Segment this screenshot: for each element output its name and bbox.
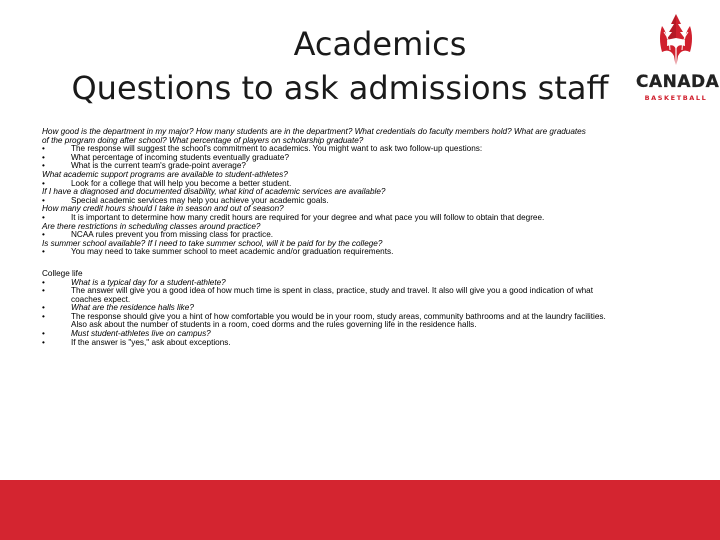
bullet-icon: • bbox=[42, 195, 45, 205]
bullet-icon: • bbox=[42, 303, 45, 313]
list-item: • What is a typical day for a student-athlete? bbox=[42, 277, 226, 287]
bullet-icon: • bbox=[42, 144, 45, 154]
list-item-continuation: coaches expect. bbox=[71, 294, 131, 304]
bullet-icon: • bbox=[42, 337, 45, 347]
bullet-icon: • bbox=[42, 247, 45, 257]
bullet-icon: • bbox=[42, 277, 45, 287]
list-item: • What are the residence halls like? bbox=[42, 303, 194, 313]
question: Is summer school available? If I need to take summer school, will it be paid for by the college? bbox=[42, 238, 383, 248]
list-item: • If the answer is "yes," ask about exceptions. bbox=[42, 337, 231, 347]
title-line-2: Questions to ask admissions staff bbox=[71, 69, 609, 107]
question: Are there restrictions in scheduling classes around practice? bbox=[42, 221, 261, 231]
maple-leaf-icon bbox=[654, 12, 698, 70]
list-item: • Look for a college that will help you become a better student. bbox=[42, 178, 292, 188]
list-item: • NCAA rules prevent you from missing class for practice. bbox=[42, 230, 274, 240]
bullet-icon: • bbox=[42, 230, 45, 240]
bullet-icon: • bbox=[42, 161, 45, 171]
list-item: • The response will suggest the school's commitment to academics. You might want to ask two follow-up questions: bbox=[42, 144, 483, 154]
body-text bbox=[42, 128, 682, 347]
page-title bbox=[40, 22, 640, 110]
list-item: • The answer will give you a good idea of how much time is spent in class, practice, study and travel. It also will give you a good indication of what bbox=[42, 286, 593, 296]
logo-subtitle: BASKETBALL bbox=[644, 94, 708, 102]
title-line-1: Academics bbox=[293, 25, 467, 63]
bullet-icon: • bbox=[42, 212, 45, 222]
question: If I have a diagnosed and documented disability, what kind of academic services are available? bbox=[42, 187, 386, 197]
bullet-icon: • bbox=[42, 311, 45, 321]
question: How good is the department in my major? How many students are in the department? What credentials do faculty members hold? What are graduates bbox=[42, 127, 586, 136]
bullet-icon: • bbox=[42, 286, 45, 296]
question: What academic support programs are available to student-athletes? bbox=[42, 169, 288, 179]
question: of the program doing after school? What percentage of players on scholarship graduate? bbox=[42, 135, 364, 145]
list-item: • What percentage of incoming students eventually graduate? bbox=[42, 152, 290, 162]
list-item: • Special academic services may help you achieve your academic goals. bbox=[42, 195, 329, 205]
bullet-icon: • bbox=[42, 178, 45, 188]
list-item-continuation: Also ask about the number of students in a room, coed dorms and the rules governing life in the residence halls. bbox=[71, 320, 477, 330]
list-item: • It is important to determine how many credit hours are required for your degree and what pace you will follow to obtain that degree. bbox=[42, 212, 545, 222]
canada-basketball-logo bbox=[636, 12, 720, 104]
bullet-icon: • bbox=[42, 329, 45, 339]
bullet-icon: • bbox=[42, 152, 45, 162]
list-item: • The response should give you a hint of how comfortable you would be in your room, study areas, community bathrooms and at the laundry facilities. bbox=[42, 311, 606, 321]
list-item: • What is the current team's grade-point average? bbox=[42, 161, 246, 171]
question: How many credit hours should I take in season and out of season? bbox=[42, 204, 284, 214]
footer-bar bbox=[0, 480, 720, 540]
logo-wordmark: CANADA bbox=[636, 72, 720, 92]
list-item: • You may need to take summer school to meet academic and/or graduation requirements. bbox=[42, 247, 394, 257]
section-heading: College life bbox=[42, 268, 83, 278]
list-item: • Must student-athletes live on campus? bbox=[42, 329, 211, 339]
